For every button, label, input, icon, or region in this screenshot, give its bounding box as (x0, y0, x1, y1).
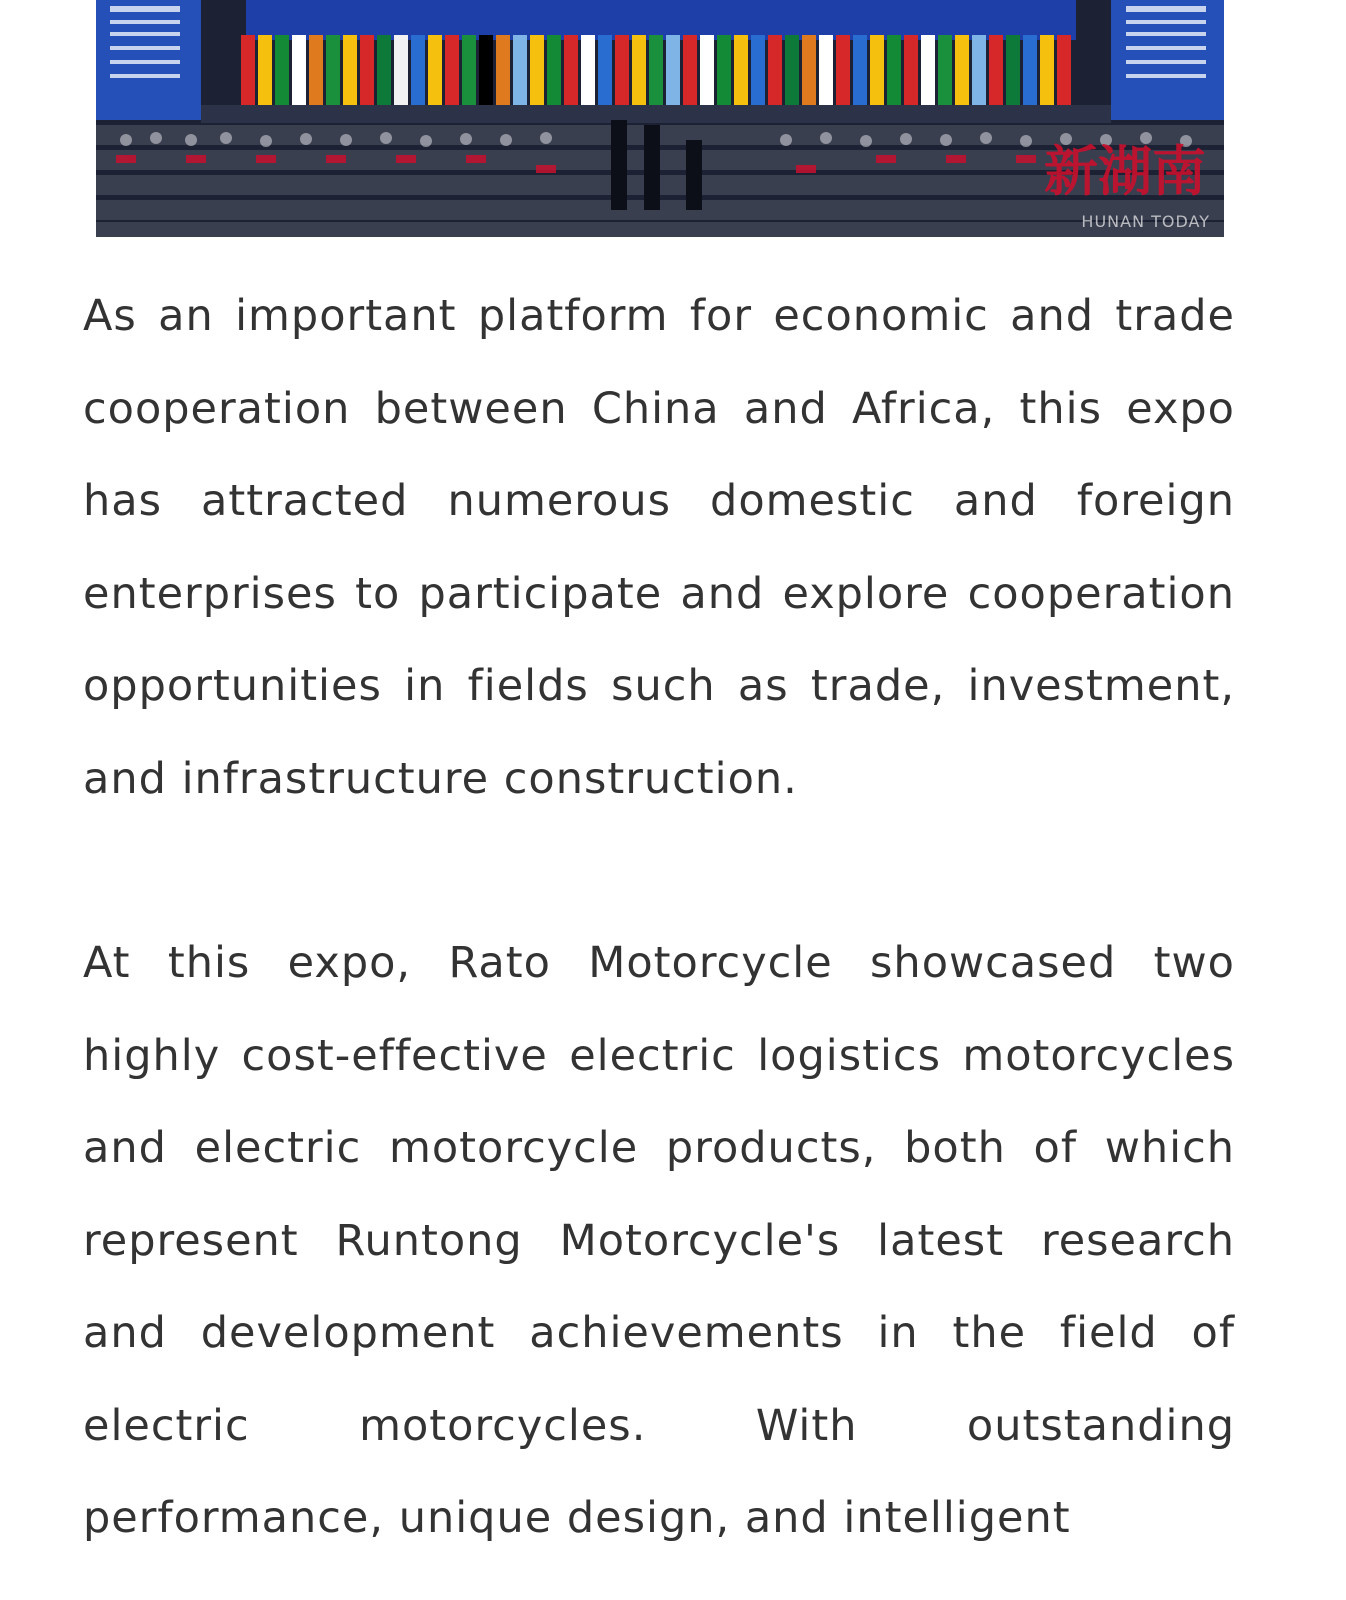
expo-hall-illustration (96, 0, 1224, 237)
photo-logo-watermark: 新湖南 (1044, 139, 1206, 203)
article-body (83, 270, 1235, 1565)
photo-watermark: HUNAN TODAY (1081, 212, 1210, 231)
article-photo (96, 0, 1224, 237)
article-paragraph: As an important platform for economic and trade cooperation between China and Africa, this expo has attracted numerous domestic and foreign enterprises to participate and explore cooperation opportunities in fields such as trade, investment, and infrastructure construction. (83, 291, 1235, 804)
article-paragraph: At this expo, Rato Motorcycle showcased two highly cost-effective electric logistics motorcycles and electric motorcycle products, both of which represent Runtong Motorcycle's latest research and development achievements in the field of electric motorcycles. With outstanding performance, unique design, and intelligent (83, 938, 1235, 1543)
